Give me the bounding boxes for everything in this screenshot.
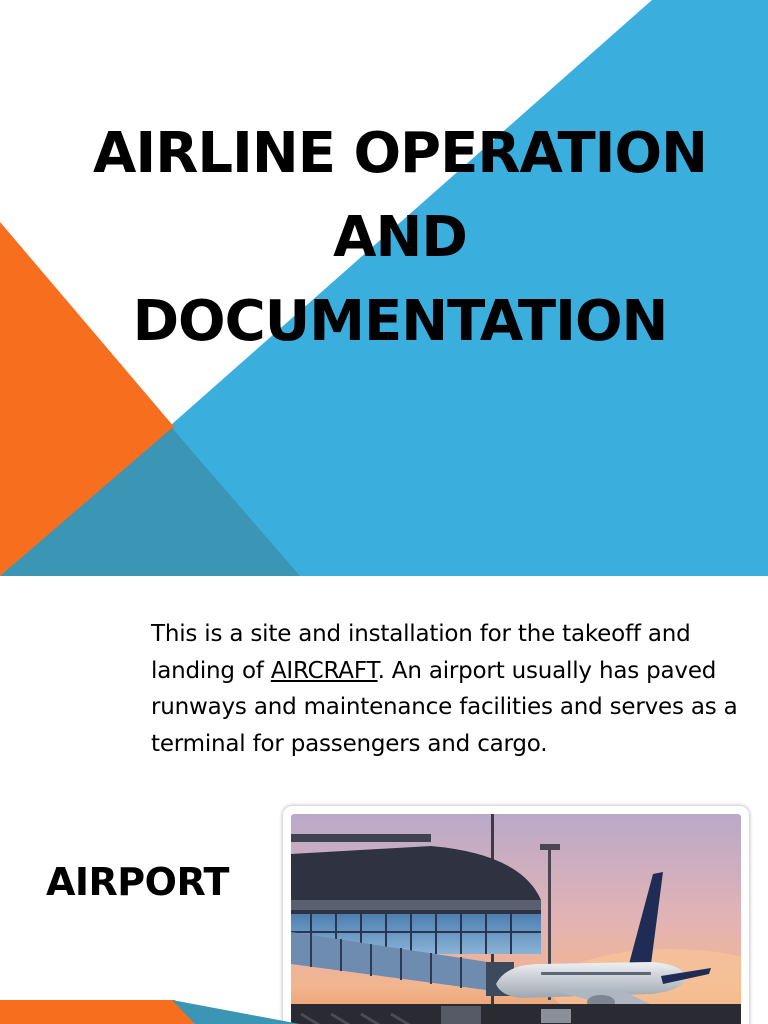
- airport-photo: [291, 814, 741, 1024]
- airport-terminal-airplane-icon: [291, 814, 741, 1024]
- description-text-start: This is a site and installation for the takeoff and landing of: [151, 621, 691, 684]
- airport-photo-frame: [283, 806, 749, 1024]
- aircraft-link[interactable]: AIRCRAFT: [270, 657, 378, 684]
- airport-slide: [0, 576, 768, 1024]
- bottom-accent-shapes: [0, 1000, 768, 1024]
- airport-description: [151, 616, 751, 762]
- airport-heading: AIRPORT: [46, 860, 229, 904]
- slide-title: [0, 112, 768, 364]
- orange-accent: [0, 1000, 195, 1024]
- title-line-3: DOCUMENTATION: [132, 289, 668, 354]
- description-text-end: . An airport usually has paved runways and maintenance facilities and serves as a terminal for passengers and cargo.: [151, 657, 738, 757]
- title-line-1: AIRLINE OPERATION: [93, 121, 707, 186]
- title-line-2: AND: [333, 205, 467, 270]
